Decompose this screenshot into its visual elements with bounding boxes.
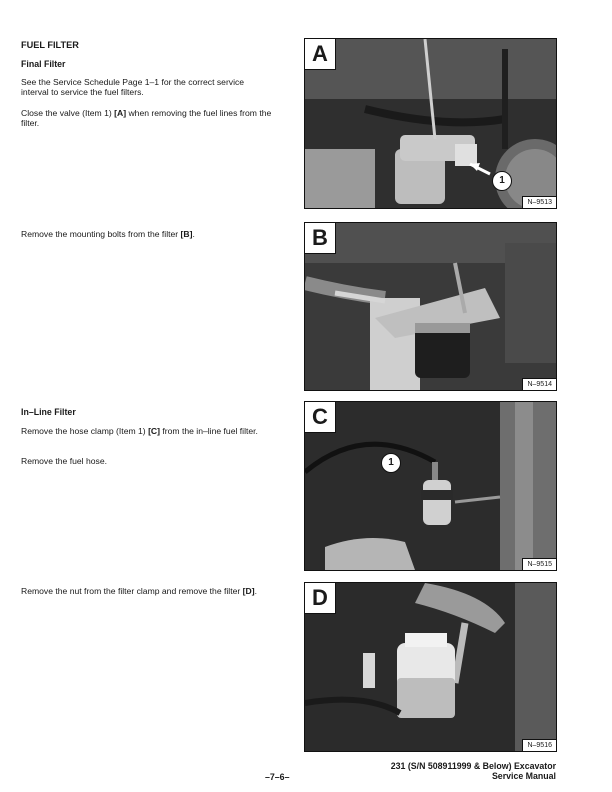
final-filter-paragraph-2: Close the valve (Item 1) [A] when removing the fuel lines from the filter. — [21, 108, 272, 129]
figure-ref-b: [B] — [180, 229, 193, 239]
figure-ref-a: [A] — [114, 108, 127, 118]
figure-d-code: N–9516 — [522, 739, 556, 751]
figure-b-letter: B — [305, 223, 336, 254]
figure-ref-c: [C] — [148, 426, 160, 436]
figure-d-letter: D — [305, 583, 336, 614]
page-number: –7–6– — [265, 772, 290, 782]
step-b-text: Remove the mounting bolts from the filter [B]. — [21, 229, 195, 239]
figure-a — [304, 38, 557, 209]
final-filter-paragraph-1: See the Service Schedule Page 1–1 for the correct service interval to service the fuel filters. — [21, 77, 245, 98]
inline-filter-heading: In–Line Filter — [21, 407, 76, 417]
step-d-text: Remove the nut from the filter clamp and remove the filter [D]. — [21, 586, 257, 596]
inline-filter-paragraph-2: Remove the fuel hose. — [21, 456, 107, 466]
manual-title-line-2: Service Manual — [491, 771, 556, 781]
figure-c-letter: C — [305, 402, 336, 433]
manual-title — [391, 761, 556, 781]
figure-a-callout: 1 — [492, 171, 512, 191]
final-filter-heading: Final Filter — [21, 59, 66, 69]
figure-b — [304, 222, 557, 391]
figure-b-photo — [305, 223, 556, 390]
figure-c-code: N–9515 — [522, 558, 556, 570]
figure-d-photo — [305, 583, 556, 751]
figure-b-code: N–9514 — [522, 378, 556, 390]
figure-a-letter: A — [305, 39, 336, 70]
figure-c — [304, 401, 557, 571]
section-title: FUEL FILTER — [21, 40, 79, 50]
figure-ref-d: [D] — [242, 586, 255, 596]
figure-a-photo — [305, 39, 556, 208]
figure-d — [304, 582, 557, 752]
figure-a-code: N–9513 — [522, 196, 556, 208]
manual-title-line-1: 231 (S/N 508911999 & Below) Excavator — [390, 761, 556, 771]
figure-c-photo — [305, 402, 556, 570]
inline-filter-paragraph-1: Remove the hose clamp (Item 1) [C] from the in–line fuel filter. — [21, 426, 258, 436]
figure-c-callout: 1 — [381, 453, 401, 473]
